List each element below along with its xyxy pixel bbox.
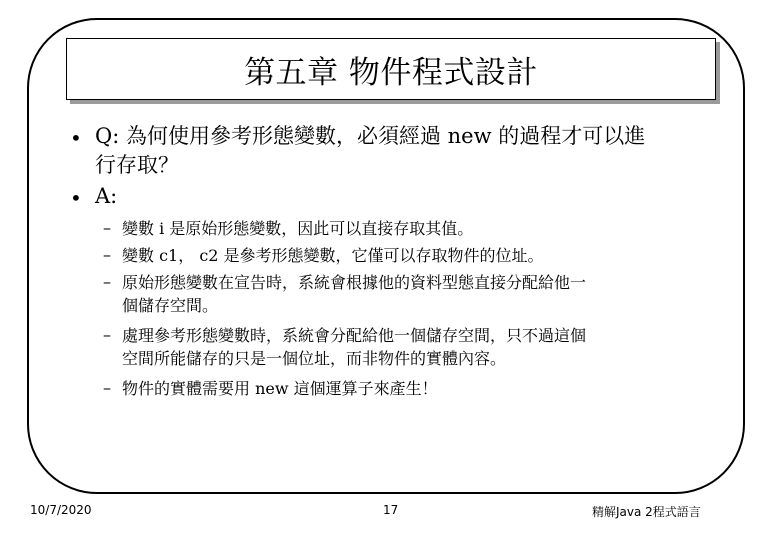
bullet-answer [95,182,117,211]
sub-item-line: 變數 i 是原始形態變數，因此可以直接存取其值。 [122,219,474,238]
footer-page-number: 17 [383,503,399,517]
sub-item [122,271,586,317]
sub-item-line: 處理參考形態變數時，系統會分配給他一個儲存空間，只不過這個 [122,326,587,345]
sub-item-line: 原始形態變數在宣告時，系統會根據他的資料型態直接分配給他一 [122,273,587,292]
bullet-line: Q: 為何使用參考形態變數，必須經過 new 的過程才可以進 [95,124,646,148]
sub-item [122,217,473,240]
sub-item [122,377,438,400]
sub-item-marker: – [103,272,111,291]
bullet-question [95,122,645,180]
sub-item-line: 空間所能儲存的只是一個位址，而非物件的實體內容。 [122,349,507,368]
sub-item-marker: – [103,245,111,264]
bullet-line: 行存取？ [95,153,179,177]
bullet-marker: • [70,186,82,210]
bullet-line: A: [95,184,118,208]
footer-date: 10/7/2020 [30,503,92,517]
sub-item-marker: – [103,218,111,237]
slide-title: 第五章 物件程式設計 [244,54,538,91]
sub-item-line: 變數 c1， c2 是參考形態變數，它僅可以存取物件的位址。 [122,246,544,265]
sub-item-line: 個儲存空間。 [122,296,219,315]
sub-item-marker: – [103,378,111,397]
bullet-marker: • [70,126,82,150]
sub-item-line: 物件的實體需要用 new 這個運算子來產生！ [122,379,438,398]
sub-item-marker: – [103,325,111,344]
sub-item [122,324,586,370]
sub-item [122,244,544,267]
footer-course-title: 精解Java 2程式語言 [592,505,701,519]
